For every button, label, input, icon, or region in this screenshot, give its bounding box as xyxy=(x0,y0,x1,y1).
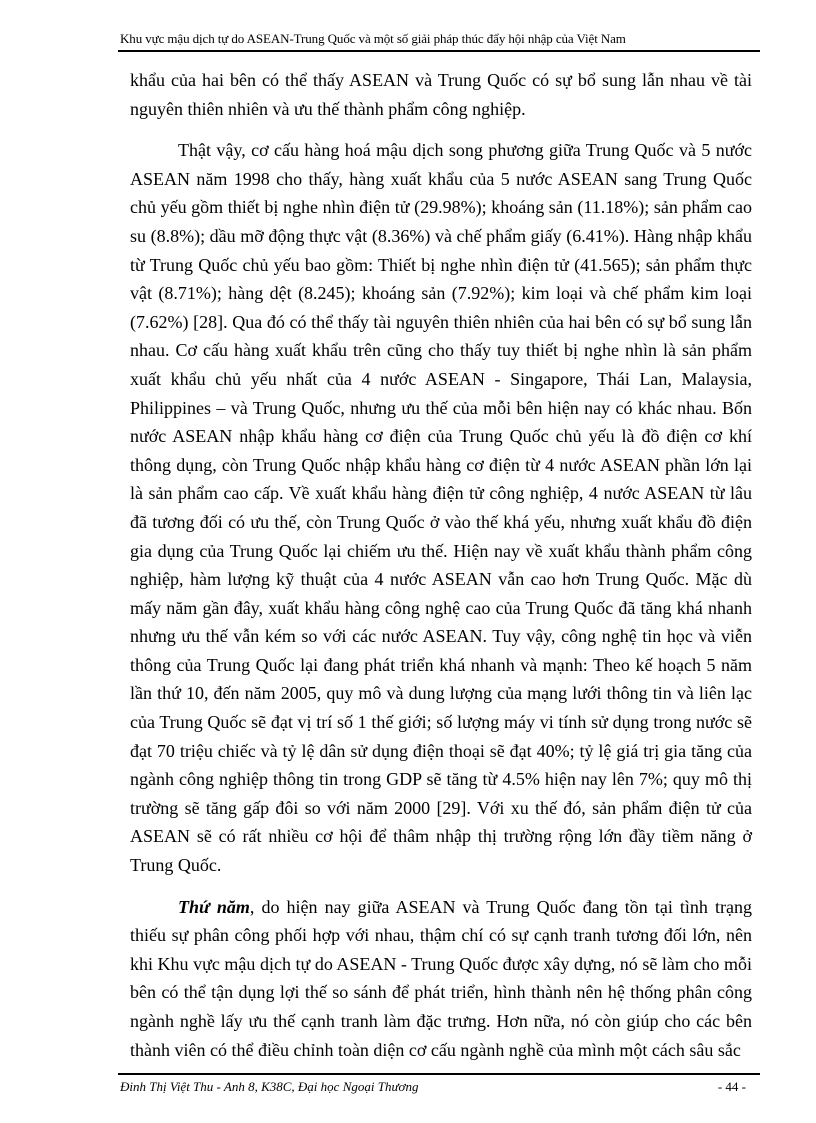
paragraph-1: khẩu của hai bên có thể thấy ASEAN và Trung Quốc có sự bổ sung lẫn nhau về tài nguyên thiên nhiên và ưu thế thành phẩm công nghiệp. xyxy=(130,70,752,119)
header-rule xyxy=(118,50,760,52)
paragraph-3 xyxy=(130,893,752,1065)
paragraph-2: Thật vậy, cơ cấu hàng hoá mậu dịch song phương giữa Trung Quốc và 5 nước ASEAN năm 1998 cho thấy, hàng xuất khẩu của 5 nước ASEAN sang Trung Quốc chủ yếu gồm thiết bị nghe nhìn điện tử (29.98%); khoáng sản (11.18%); sản phẩm cao su (8.8%); dầu mỡ động thực vật (8.36%) và chế phẩm giấy (6.41%). Hàng nhập khẩu từ Trung Quốc chủ yếu bao gồm: Thiết bị nghe nhìn điện tử (41.565); sản phẩm thực vật (8.71%); hàng dệt (8.245); khoáng sản (7.92%); kim loại và chế phẩm kim loại (7.62%) [28]. Qua đó có thể thấy tài nguyên thiên nhiên của hai bên có sự bổ sung lẫn nhau. Cơ cấu hàng xuất khẩu trên cũng cho thấy tuy thiết bị nghe nhìn là sản phẩm xuất khẩu chủ yếu nhất của 4 nước ASEAN - Singapore, Thái Lan, Malaysia, Philippines – và Trung Quốc, nhưng ưu thế của mỗi bên hiện nay có khác nhau. Bốn nước ASEAN nhập khẩu hàng cơ điện của Trung Quốc chủ yếu là đồ điện cơ khí thông dụng, còn Trung Quốc nhập khẩu hàng cơ điện từ 4 nước ASEAN phần lớn lại là sản phẩm cao cấp. Về xuất khẩu hàng điện tử công nghiệp, 4 nước ASEAN từ lâu đã tương đối có ưu thế, còn Trung Quốc ở vào thế khá yếu, nhưng xuất khẩu đồ điện gia dụng của Trung Quốc lại chiếm ưu thế. Hiện nay về xuất khẩu thành phẩm công nghiệp, hàm lượng kỹ thuật của 4 nước ASEAN vẫn cao hơn Trung Quốc. Mặc dù mấy năm gần đây, xuất khẩu hàng công nghệ cao của Trung Quốc đã tăng khá nhanh nhưng ưu thế vẫn kém so với các nước ASEAN. Tuy vậy, công nghệ tin học và viễn thông của Trung Quốc lại đang phát triển khá nhanh và mạnh: Theo kế hoạch 5 năm lần thứ 10, đến năm 2005, quy mô và dung lượng của mạng lưới thông tin và liên lạc của Trung Quốc sẽ đạt vị trí số 1 thế giới; số lượng máy vi tính sử dụng trong nước sẽ đạt 70 triệu chiếc và tỷ lệ dân sử dụng điện thoại sẽ đạt 40%; tỷ lệ giá trị gia tăng của ngành công nghiệp thông tin trong GDP sẽ tăng từ 4.5% hiện nay lên 7%; quy mô thị trường sẽ tăng gấp đôi so với năm 2000 [29]. Với xu thế đó, sản phẩm điện tử của ASEAN sẽ có rất nhiều cơ hội để thâm nhập thị trường rộng lớn đầy tiềm năng ở Trung Quốc. xyxy=(130,140,752,876)
footer-rule xyxy=(118,1073,760,1075)
body-text xyxy=(130,66,752,1077)
running-footer: Đinh Thị Việt Thu - Anh 8, K38C, Đại học Ngoại Thương xyxy=(120,1079,419,1094)
paragraph-3-lead: Thứ năm xyxy=(178,896,250,917)
page-number: - 44 - xyxy=(717,1079,746,1094)
running-header: Khu vực mậu dịch tự do ASEAN-Trung Quốc và một số giải pháp thúc đẩy hội nhập của Việt Nam xyxy=(120,31,626,46)
paragraph-3-text: , do hiện nay giữa ASEAN và Trung Quốc đang tồn tại tình trạng thiếu sự phân công phối hợp với nhau, thậm chí có sự cạnh tranh tương đối lớn, nên khi Khu vực mậu dịch tự do ASEAN - Trung Quốc được xây dựng, nó sẽ làm cho mỗi bên có thể tận dụng lợi thế so sánh để phát triển, hình thành nên hệ thống phân công ngành nghề lấy ưu thế cạnh tranh làm đặc trưng. Hơn nữa, nó còn giúp cho các bên thành viên có thể điều chỉnh toàn diện cơ cấu ngành nghề của mình một cách sâu sắc xyxy=(130,896,752,1060)
